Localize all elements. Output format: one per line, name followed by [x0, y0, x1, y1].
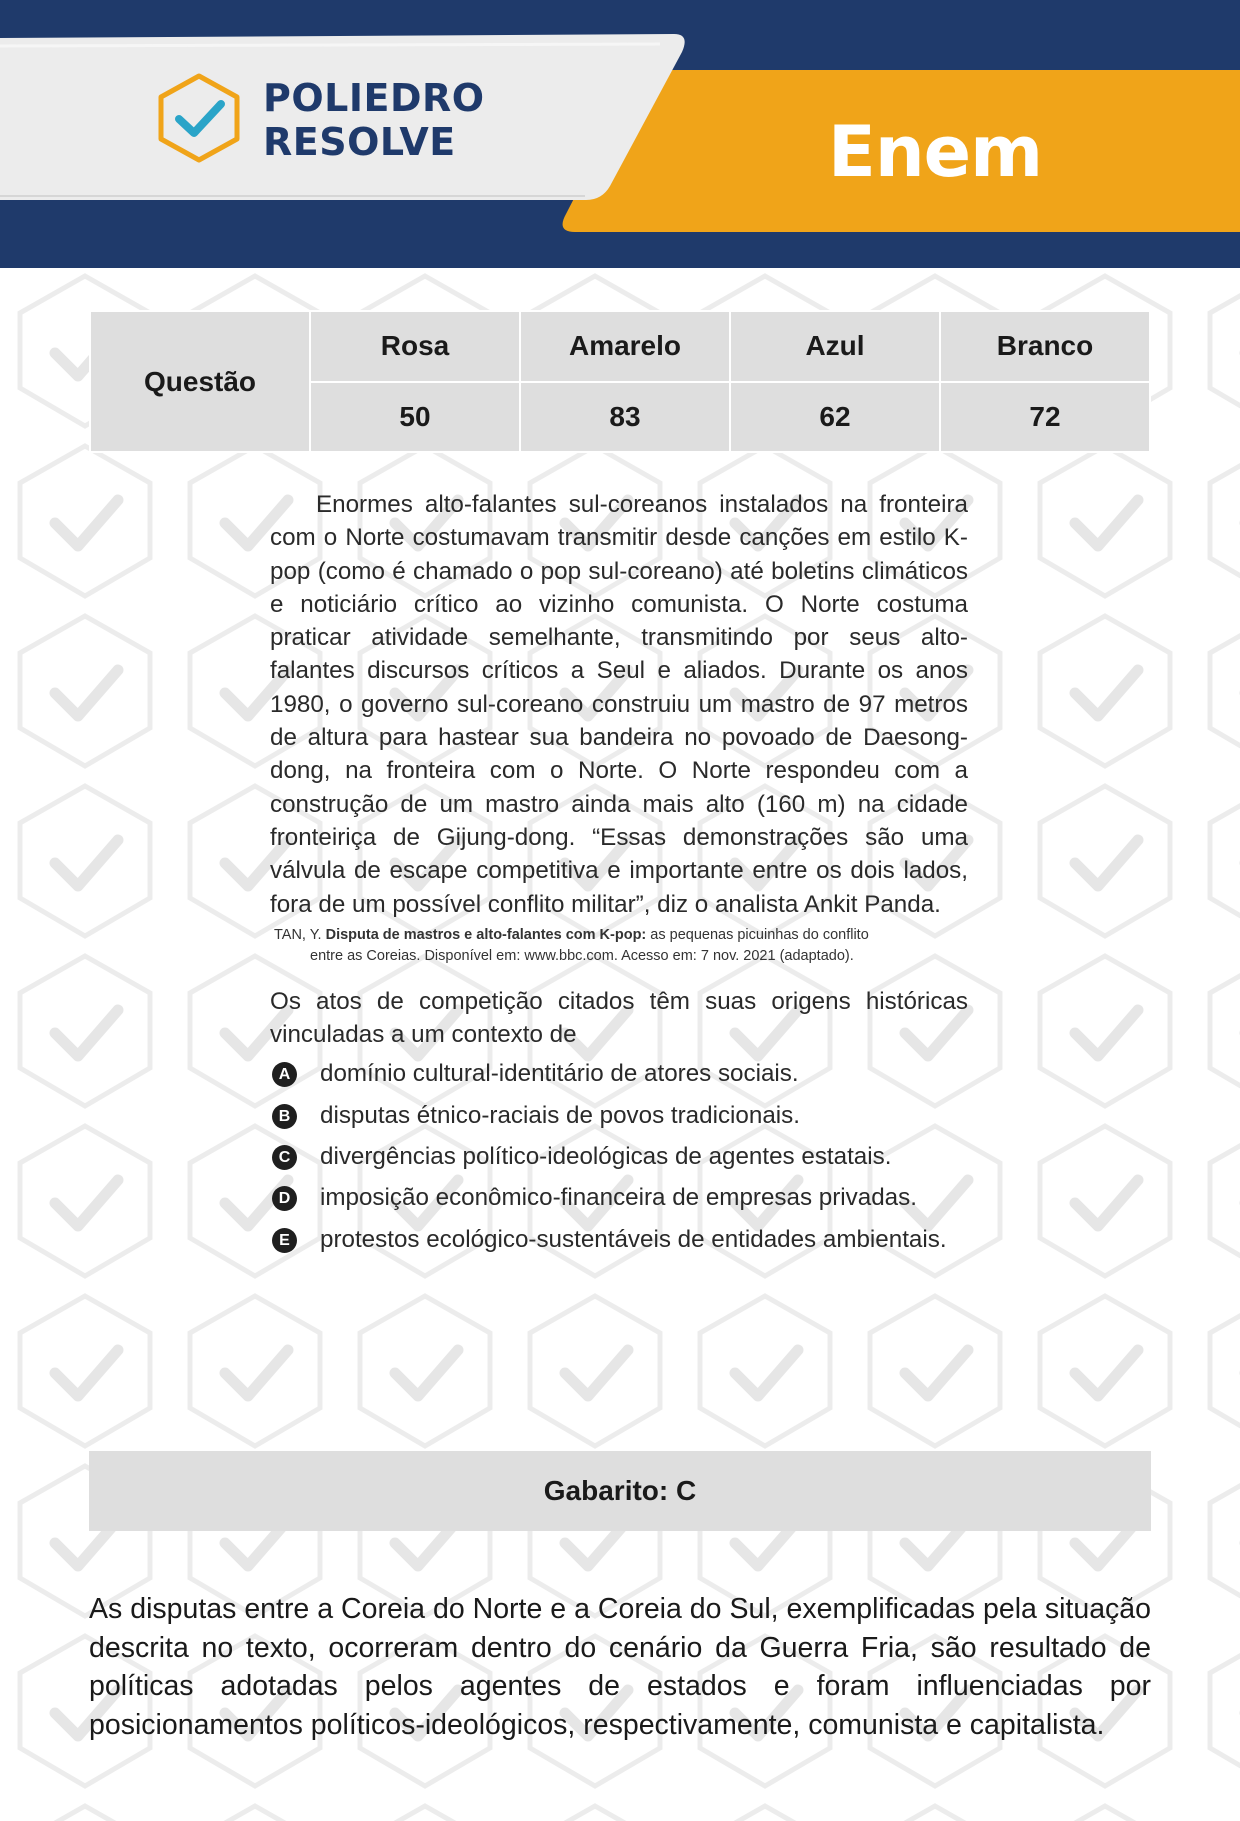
- option-letter-badge: A: [272, 1062, 297, 1087]
- option-d: [270, 1181, 968, 1214]
- color-header-branco: Branco: [941, 312, 1149, 381]
- exam-title: Enem: [828, 111, 1043, 193]
- question-number-amarelo: 83: [521, 383, 729, 452]
- page-header: [0, 0, 1240, 268]
- question-body: [270, 488, 968, 1264]
- option-text: disputas étnico-raciais de povos tradicionais.: [320, 1101, 800, 1129]
- hexagon-check-icon: [155, 72, 243, 164]
- option-text: protestos ecológico-sustentáveis de entidades ambientais.: [320, 1225, 947, 1253]
- option-text: domínio cultural-identitário de atores sociais.: [320, 1060, 799, 1088]
- answer-options: [270, 1057, 968, 1255]
- answer-key-bar: Gabarito: C: [89, 1451, 1151, 1531]
- option-b: [270, 1099, 968, 1132]
- question-number-azul: 62: [731, 383, 939, 452]
- question-stem: Os atos de competição citados têm suas origens históricas vinculadas a um contexto de: [270, 987, 968, 1049]
- brand-logo-block: [155, 68, 555, 168]
- question-number-rosa: 50: [311, 383, 519, 452]
- color-header-rosa: Rosa: [311, 312, 519, 381]
- option-text: divergências político-ideológicas de agentes estatais.: [320, 1143, 892, 1171]
- option-letter-badge: B: [272, 1104, 297, 1129]
- question-number-branco: 72: [941, 383, 1149, 452]
- question-passage: Enormes alto-falantes sul-coreanos instalados na fronteira com o Norte costumavam transmitir desde canções em estilo K-pop (como é chamado o pop sul-coreano) até boletins climáticos e noticiário crítico ao vizinho comunista. O Norte costuma praticar atividade semelhante, transmitindo por seus alto-falantes discursos críticos a Seul e aliados. Durante os anos 1980, o governo sul-coreano construiu um mastro de 97 metros de altura para hastear sua bandeira no povoado de Daesong-dong, na fronteira com o Norte. O Norte respondeu com a construção de um mastro ainda mais alto (160 m) na cidade fronteiriça de Gijung-dong. “Essas demonstrações são uma válvula de escape competitiva e importante entre os dois lados, fora de um possível conflito militar”, diz o analista Ankit Panda.: [270, 491, 968, 918]
- brand-line-2: RESOLVE: [263, 120, 456, 164]
- table-row: [91, 312, 1149, 381]
- source-details: entre as Coreias. Disponível em: www.bbc.com. Acesso em: 7 nov. 2021 (adaptado).: [310, 947, 854, 964]
- passage-source: [274, 925, 968, 967]
- color-header-amarelo: Amarelo: [521, 312, 729, 381]
- option-letter-badge: D: [272, 1186, 297, 1211]
- source-author: TAN, Y.: [274, 926, 322, 943]
- source-subtitle: as pequenas picuinhas do conflito: [650, 926, 869, 943]
- option-c: [270, 1140, 968, 1173]
- answer-explanation: As disputas entre a Coreia do Norte e a Coreia do Sul, exemplificadas pela situação descrita no texto, ocorreram dentro do cenário da Guerra Fria, são resultado de políticas adotadas pelos agentes de estados e foram influenciadas por posicionamentos políticos-ideológicos, respectivamente, comunista e capitalista.: [89, 1593, 1151, 1741]
- brand-line-1: POLIEDRO: [263, 76, 485, 120]
- option-a: [270, 1057, 968, 1090]
- color-header-azul: Azul: [731, 312, 939, 381]
- option-letter-badge: C: [272, 1145, 297, 1170]
- question-number-table: [89, 310, 1151, 453]
- question-label: Questão: [91, 312, 309, 451]
- brand-name: [263, 76, 485, 164]
- source-title: Disputa de mastros e alto-falantes com K-pop:: [325, 926, 647, 943]
- option-letter-badge: E: [272, 1228, 297, 1253]
- option-e: [270, 1223, 968, 1256]
- option-text: imposição econômico-financeira de empresas privadas.: [320, 1184, 917, 1212]
